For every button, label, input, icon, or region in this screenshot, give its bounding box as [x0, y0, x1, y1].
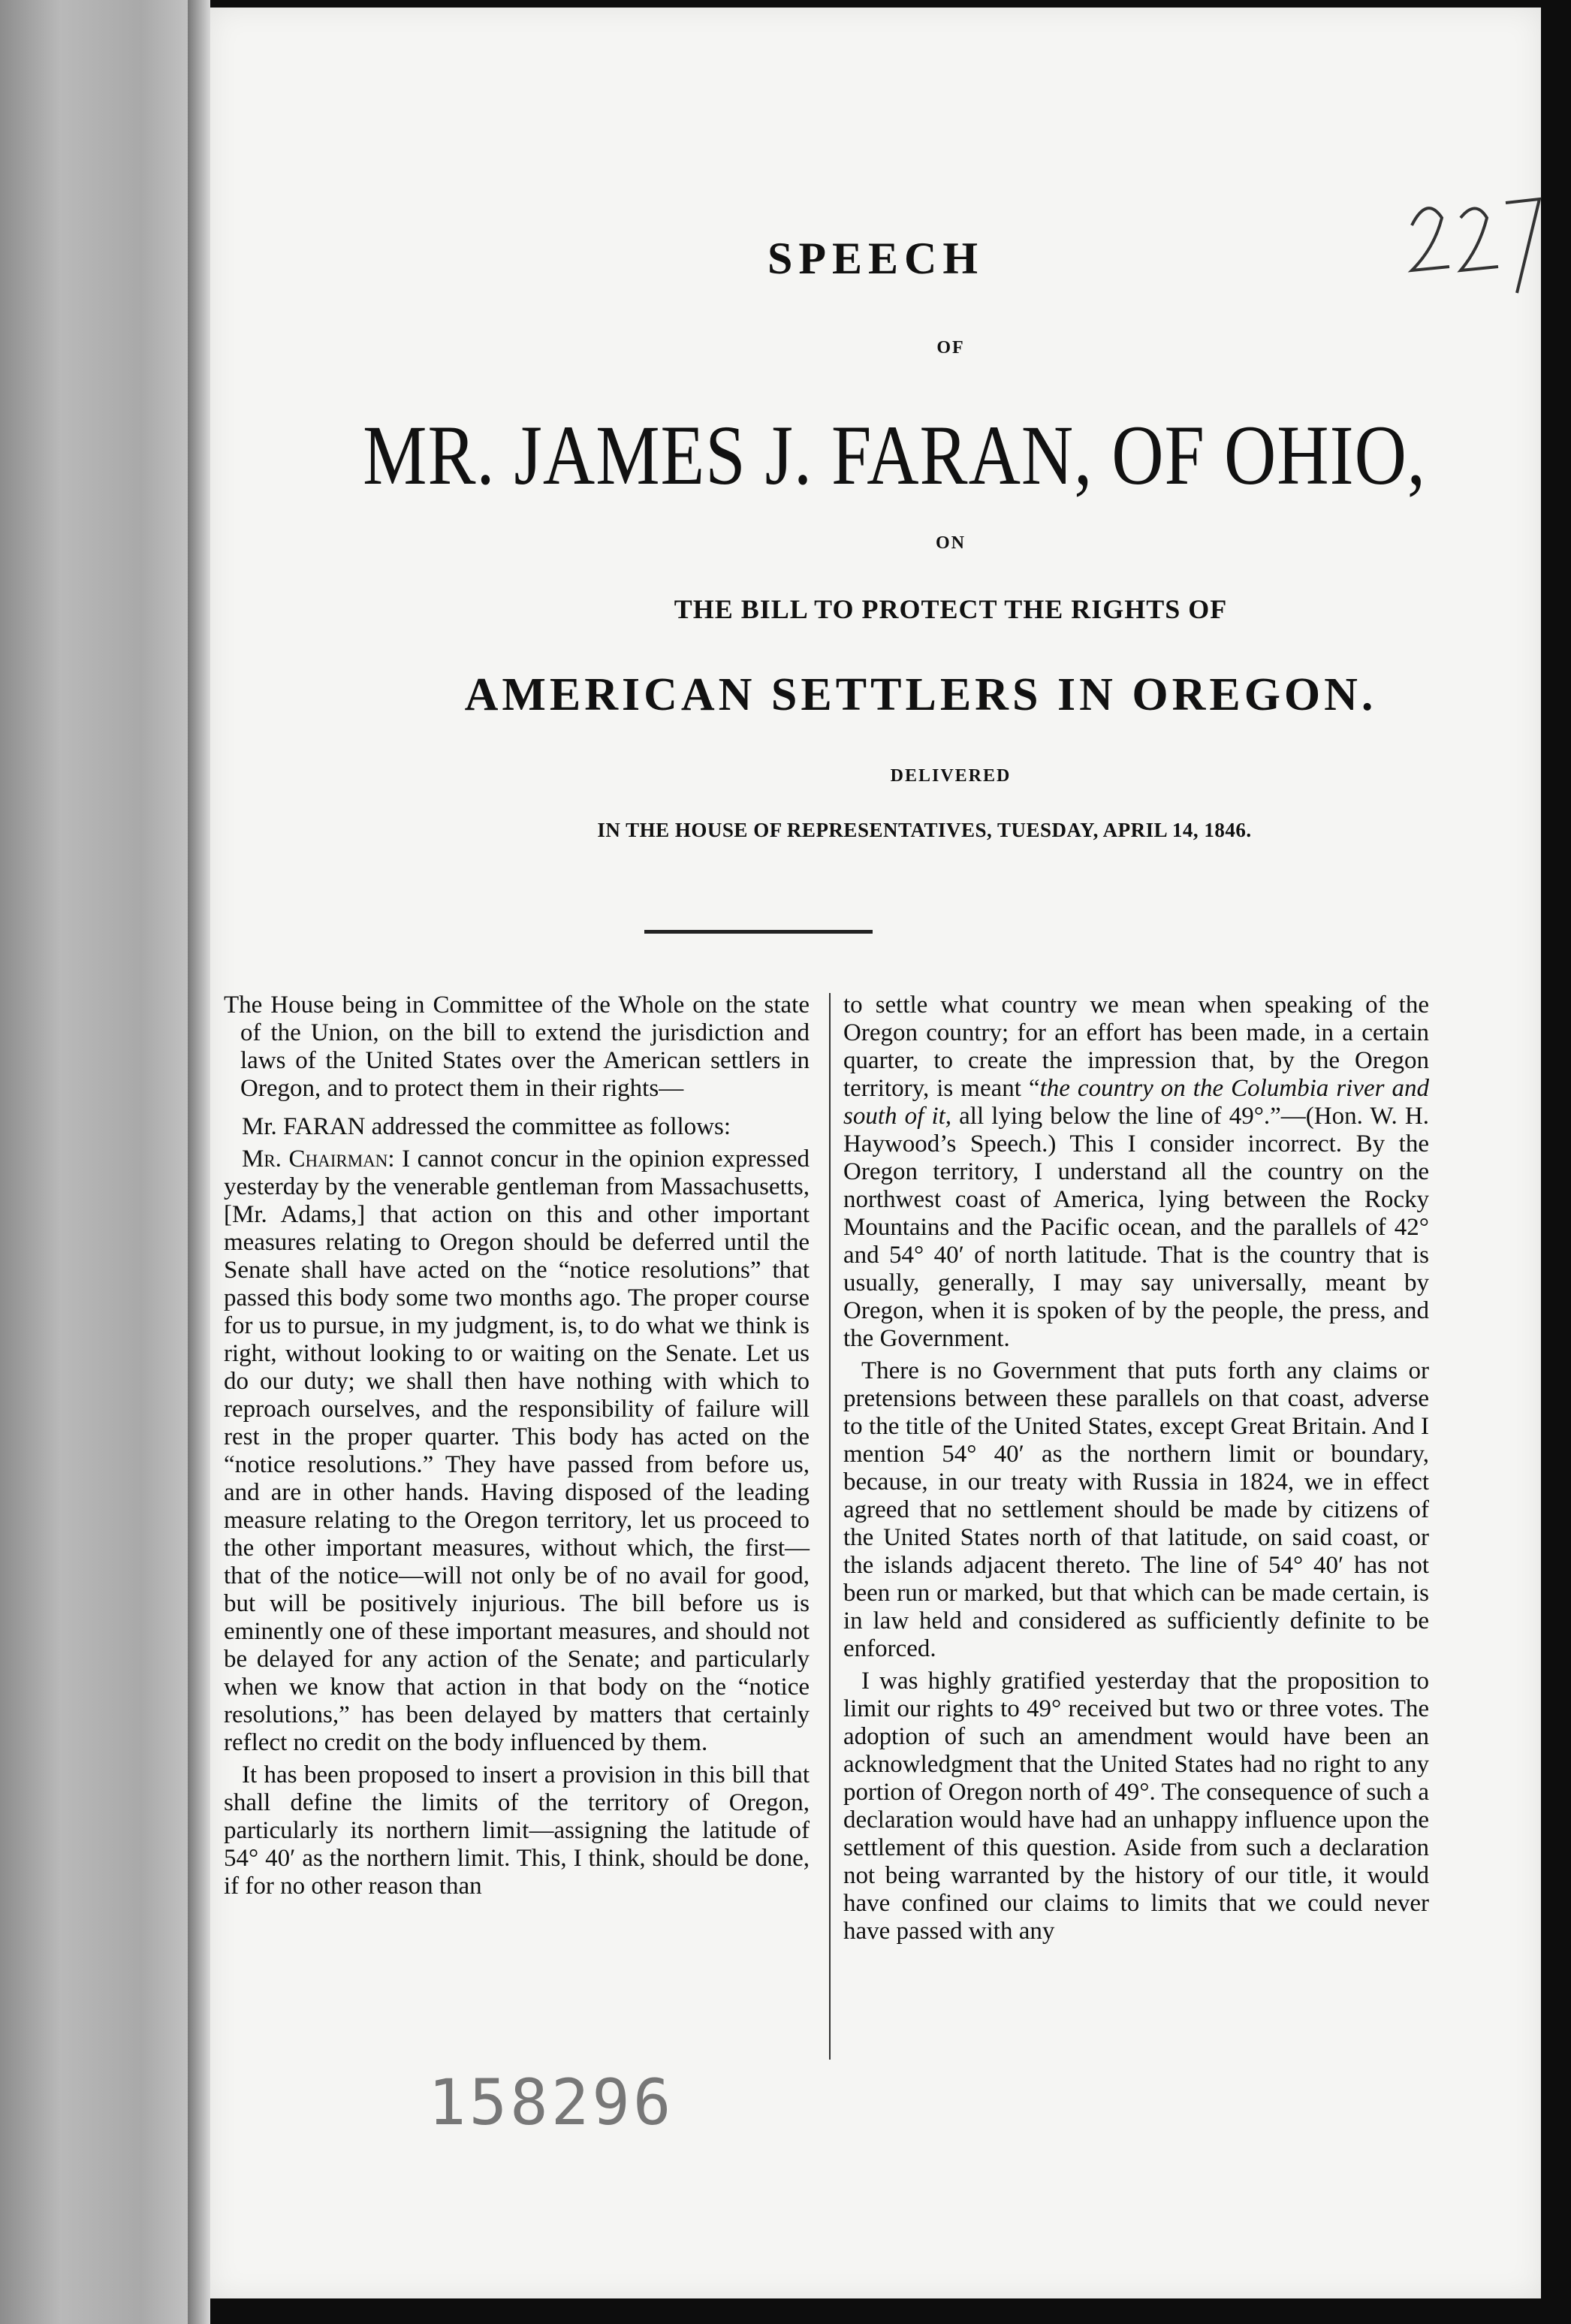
page-edge-shadow: [188, 0, 210, 2324]
intro-paragraph: The House being in Committee of the Whole on the state of the Union, on the bill to extend the jurisdiction and laws of the United States over the American settlers in Oregon, and to protect them in their rights—: [224, 991, 810, 1102]
heading-delivered: DELIVERED: [890, 766, 1012, 786]
speech-paragraph-3: [843, 991, 1429, 1353]
speech-paragraph-3-part-a: to settle what country we mean when speaking of the Oregon country; for an effort has been made, in a certain quarter, to create the impression that, by the Oregon territory, is meant “: [843, 991, 1429, 1102]
speech-paragraph-3-part-b: all lying below the line of 49°.”—(Hon. W. H. Haywood’s Speech.) This I consider incorrect. By the Oregon territory, I understand all the country on the northwest coast of America, lying between the Rocky Mountains and the Pacific ocean, and the parallels of 42° and 54° 40′ of north latitude. That is the country that is usually, generally, I may say universally, meant by Oregon, when it is spoken of by the people, the press, and the Government.: [843, 1103, 1429, 1352]
speech-paragraph-1: [224, 1145, 810, 1757]
heading-speaker-name: MR. JAMES J. FARAN, OF OHIO,: [363, 407, 1426, 503]
title-rule: [644, 930, 873, 934]
chairman-address: Mr. Chairman:: [242, 1145, 395, 1173]
heading-venue-date: IN THE HOUSE OF REPRESENTATIVES, TUESDAY, APRIL 14, 1846.: [597, 819, 1252, 841]
heading-of: OF: [936, 338, 965, 358]
heading-speech: SPEECH: [767, 234, 985, 283]
document-page: [210, 8, 1541, 2298]
book-spine: [0, 0, 201, 2324]
heading-bill: THE BILL TO PROTECT THE RIGHTS OF: [674, 594, 1228, 624]
speech-paragraph-4: There is no Government that puts forth any claims or pretensions between these parallels on that coast, adverse to the title of the United States, except Great Britain. And I mention 54° 40′ as the northern limit or boundary, because, in our treaty with Russia in 1824, we in effect agreed that no settlement should be made by citizens of the United States north of that latitude, on said coast, or the islands adjacent thereto. The line of 54° 40′ has not been run or marked, but that which can be made certain, is in law held and considered as sufficiently definite to be enforced.: [843, 1357, 1429, 1662]
speech-paragraph-5: I was highly gratified yesterday that the proposition to limit our rights to 49° received but two or three votes. The adoption of such an amendment would have been an acknowledgment that the United States had no right to any portion of Oregon north of 49°. The consequence of such a declaration would have had an unhappy influence upon the settlement of this question. Aside from such a declaration not being warranted by the history of our title, it would have confined our claims to limits that we could never have passed with any: [843, 1668, 1429, 1945]
speech-paragraph-1-text: I cannot concur in the opinion expressed yesterday by the venerable gentleman from Massachusetts, [Mr. Adams,] that action on this and other important measures relating to Oregon should be deferred until the Senate shall have acted on the “notice resolutions” that passed this body some two months ago. The proper course for us to pursue, in my judgment, is, to do what we think is right, without looking to or waiting on the Senate. Let us do our duty; we shall then have nothing with which to reproach ourselves, and the responsibility of failure will rest in the proper quarter. This body has acted on the “notice resolutions.” They have passed from before us, and are in other hands. Having disposed of the leading measure relating to the Oregon territory, let us proceed to the other important measures, without which, the first—that of the notice—will not only be of no avail for good, but will be positively injurious. The bill before us is eminently one of these important measures, and should not be delayed for any action of the Senate; and particularly when we know that action in that body on the “notice resolutions,” has been delayed by matters that certainly reflect no credit on the body influenced by them.: [224, 1145, 810, 1756]
heading-on: ON: [936, 533, 966, 553]
heading-settlers: AMERICAN SETTLERS IN OREGON.: [464, 669, 1377, 720]
library-stamp-number: 158296: [428, 2066, 674, 2139]
quoted-definition: the country on the Columbia river and south of it,: [843, 1075, 1430, 1130]
column-divider: [829, 993, 831, 2060]
address-paragraph: Mr. FARAN addressed the committee as follows:: [242, 1113, 731, 1140]
right-column: [843, 991, 1429, 1950]
speech-paragraph-2: It has been proposed to insert a provision in this bill that shall define the limits of the territory of Oregon, particularly its northern limit—assigning the latitude of 54° 40′ as the northern limit. This, I think, should be done, if for no other reason than: [224, 1761, 810, 1900]
left-column: [224, 991, 810, 1905]
